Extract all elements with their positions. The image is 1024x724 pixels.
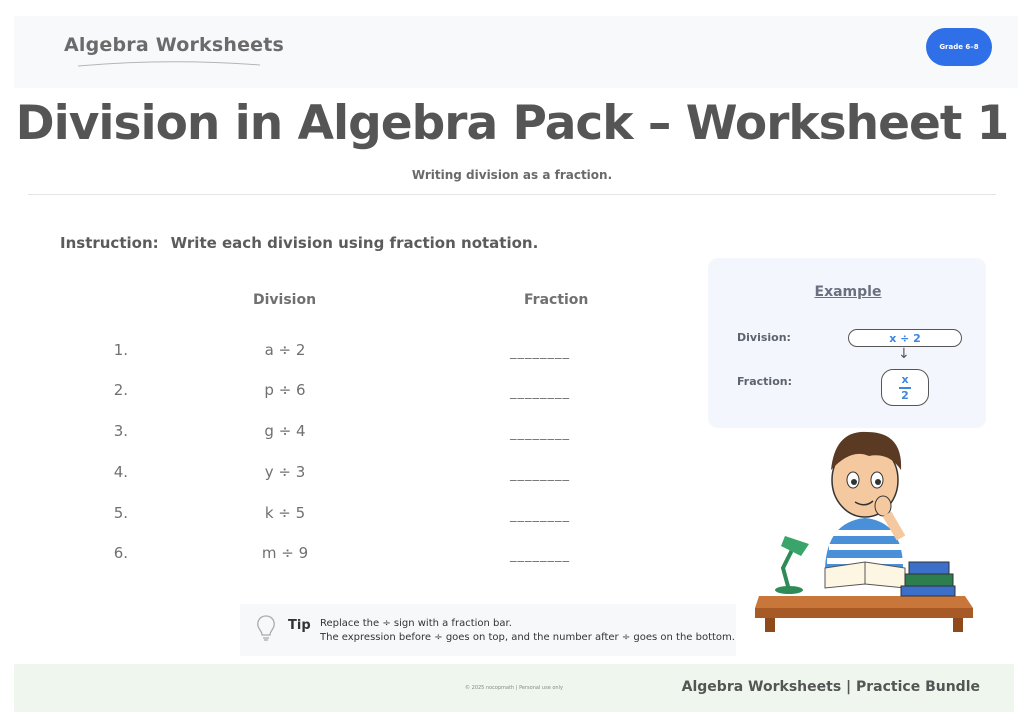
- arrow-down-icon: ↓: [898, 346, 910, 362]
- problem-number: 6.: [113, 544, 128, 562]
- column-header-division: Division: [253, 292, 317, 308]
- division-expression: k ÷ 5: [264, 504, 306, 522]
- lightbulb-icon: [256, 614, 276, 642]
- page-subtitle: Writing division as a fraction.: [411, 168, 613, 182]
- problem-row: [0, 463, 700, 487]
- problem-row: [0, 341, 700, 365]
- answer-blank[interactable]: ________: [510, 467, 570, 482]
- brand-underline: [76, 60, 262, 68]
- answer-blank[interactable]: ________: [510, 345, 570, 360]
- instruction-label: Instruction:: [60, 234, 159, 252]
- problem-row: [0, 544, 700, 568]
- brand-title: Algebra Worksheets: [64, 34, 285, 56]
- problem-number: 5.: [113, 504, 128, 522]
- problem-row: [0, 422, 700, 446]
- example-fraction: [881, 369, 929, 406]
- header-bar: [14, 16, 1018, 88]
- fraction-numerator: x: [901, 373, 909, 386]
- problem-number: 3.: [113, 422, 128, 440]
- answer-blank[interactable]: ________: [510, 426, 570, 441]
- divider: [28, 194, 996, 195]
- division-expression: y ÷ 3: [264, 463, 306, 481]
- page-title: Division in Algebra Pack – Worksheet 1: [15, 96, 1009, 151]
- division-expression: p ÷ 6: [264, 381, 306, 399]
- problem-number: 1.: [113, 341, 128, 359]
- tip-line-1: Replace the ÷ sign with a fraction bar.: [320, 618, 512, 629]
- answer-blank[interactable]: ________: [510, 548, 570, 563]
- fraction-denominator: 2: [901, 389, 909, 402]
- grade-badge: Grade 6–8: [926, 28, 992, 66]
- tip-line-2: The expression before ÷ goes on top, and the number after ÷ goes on the bottom.: [320, 632, 735, 643]
- problem-row: [0, 504, 700, 528]
- example-division-value: x ÷ 2: [848, 329, 962, 347]
- example-card: [708, 258, 986, 428]
- problem-row: [0, 381, 700, 405]
- division-expression: g ÷ 4: [264, 422, 306, 440]
- tip-label: Tip: [288, 618, 311, 633]
- division-expression: a ÷ 2: [264, 341, 306, 359]
- example-division-label: Division:: [737, 331, 791, 344]
- column-header-fraction: Fraction: [524, 292, 589, 308]
- answer-blank[interactable]: ________: [510, 508, 570, 523]
- problem-number: 2.: [113, 381, 128, 399]
- footer-title: Algebra Worksheets | Practice Bundle: [681, 679, 980, 695]
- problem-number: 4.: [113, 463, 128, 481]
- answer-blank[interactable]: ________: [510, 385, 570, 400]
- division-expression: m ÷ 9: [261, 544, 309, 562]
- tip-box: [240, 604, 736, 656]
- instruction: [60, 234, 538, 252]
- student-illustration: [755, 418, 975, 633]
- footer-bar: [14, 664, 1014, 712]
- example-title: Example: [814, 284, 882, 300]
- copyright-text: © 2025 nocopmath | Personal use only: [465, 685, 563, 691]
- instruction-text: Write each division using fraction notation.: [170, 234, 539, 252]
- example-fraction-label: Fraction:: [737, 375, 792, 388]
